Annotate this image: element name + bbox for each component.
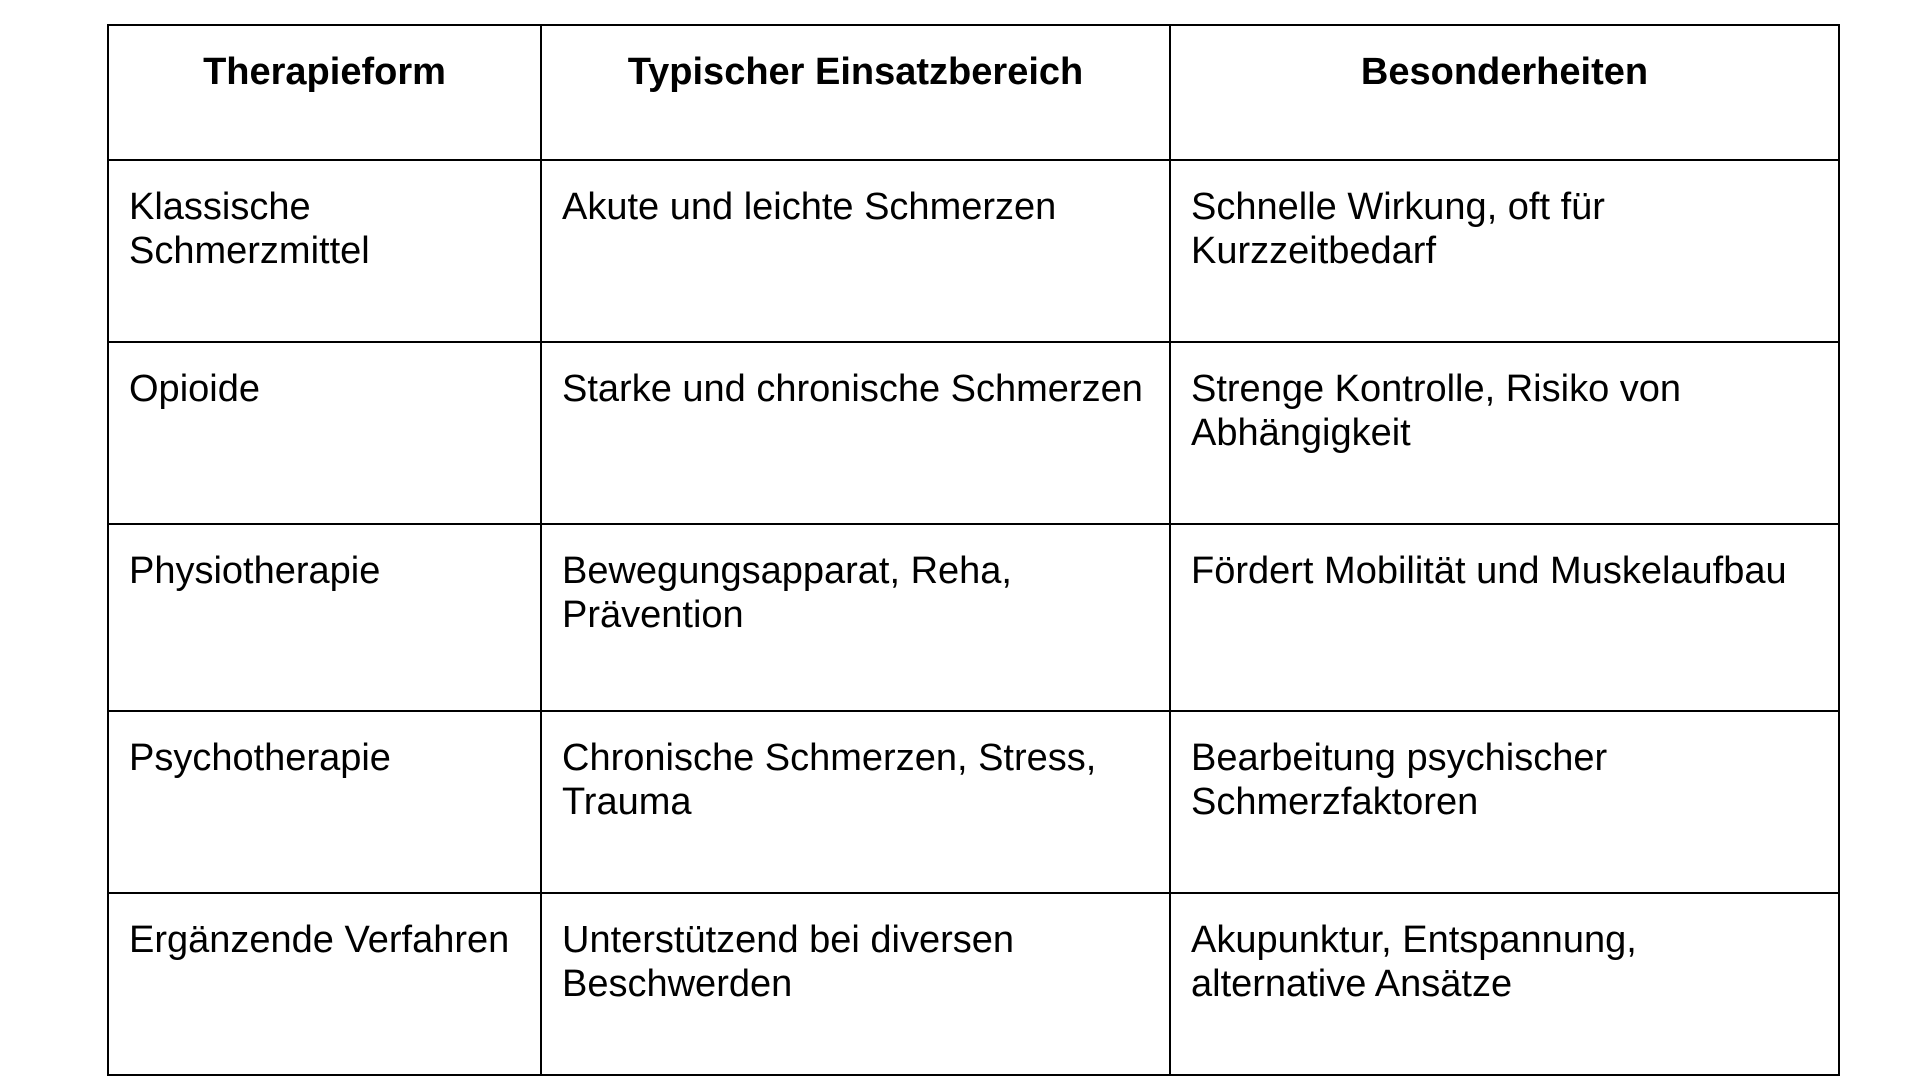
- table-cell: Opioide: [108, 342, 541, 524]
- table-cell: Bewegungsapparat, Reha, Prävention: [541, 524, 1170, 711]
- header-therapieform: Therapieform: [108, 25, 541, 160]
- table-cell: Strenge Kontrolle, Risiko von Abhängigkeit: [1170, 342, 1839, 524]
- table-cell: Schnelle Wirkung, oft für Kurzzeitbedarf: [1170, 160, 1839, 342]
- table-cell: Bearbeitung psychischer Schmerzfaktoren: [1170, 711, 1839, 893]
- table-cell: Unterstützend bei diversen Beschwerden: [541, 893, 1170, 1075]
- header-einsatzbereich: Typischer Einsatzbereich: [541, 25, 1170, 160]
- table-cell: Akupunktur, Entspannung, alternative Ansätze: [1170, 893, 1839, 1075]
- table-header-row: [108, 25, 1839, 160]
- therapy-table: [107, 24, 1840, 1076]
- table-cell: Klassische Schmerzmittel: [108, 160, 541, 342]
- header-besonderheiten: Besonderheiten: [1170, 25, 1839, 160]
- table-cell: Akute und leichte Schmerzen: [541, 160, 1170, 342]
- table-row: [108, 524, 1839, 711]
- table-cell: Chronische Schmerzen, Stress, Trauma: [541, 711, 1170, 893]
- table-row: [108, 342, 1839, 524]
- table-row: [108, 711, 1839, 893]
- table-row: [108, 160, 1839, 342]
- table-cell: Fördert Mobilität und Muskelaufbau: [1170, 524, 1839, 711]
- table-cell: Ergänzende Verfahren: [108, 893, 541, 1075]
- table-cell: Starke und chronische Schmerzen: [541, 342, 1170, 524]
- table-cell: Psychotherapie: [108, 711, 541, 893]
- table-row: [108, 893, 1839, 1075]
- table-cell: Physiotherapie: [108, 524, 541, 711]
